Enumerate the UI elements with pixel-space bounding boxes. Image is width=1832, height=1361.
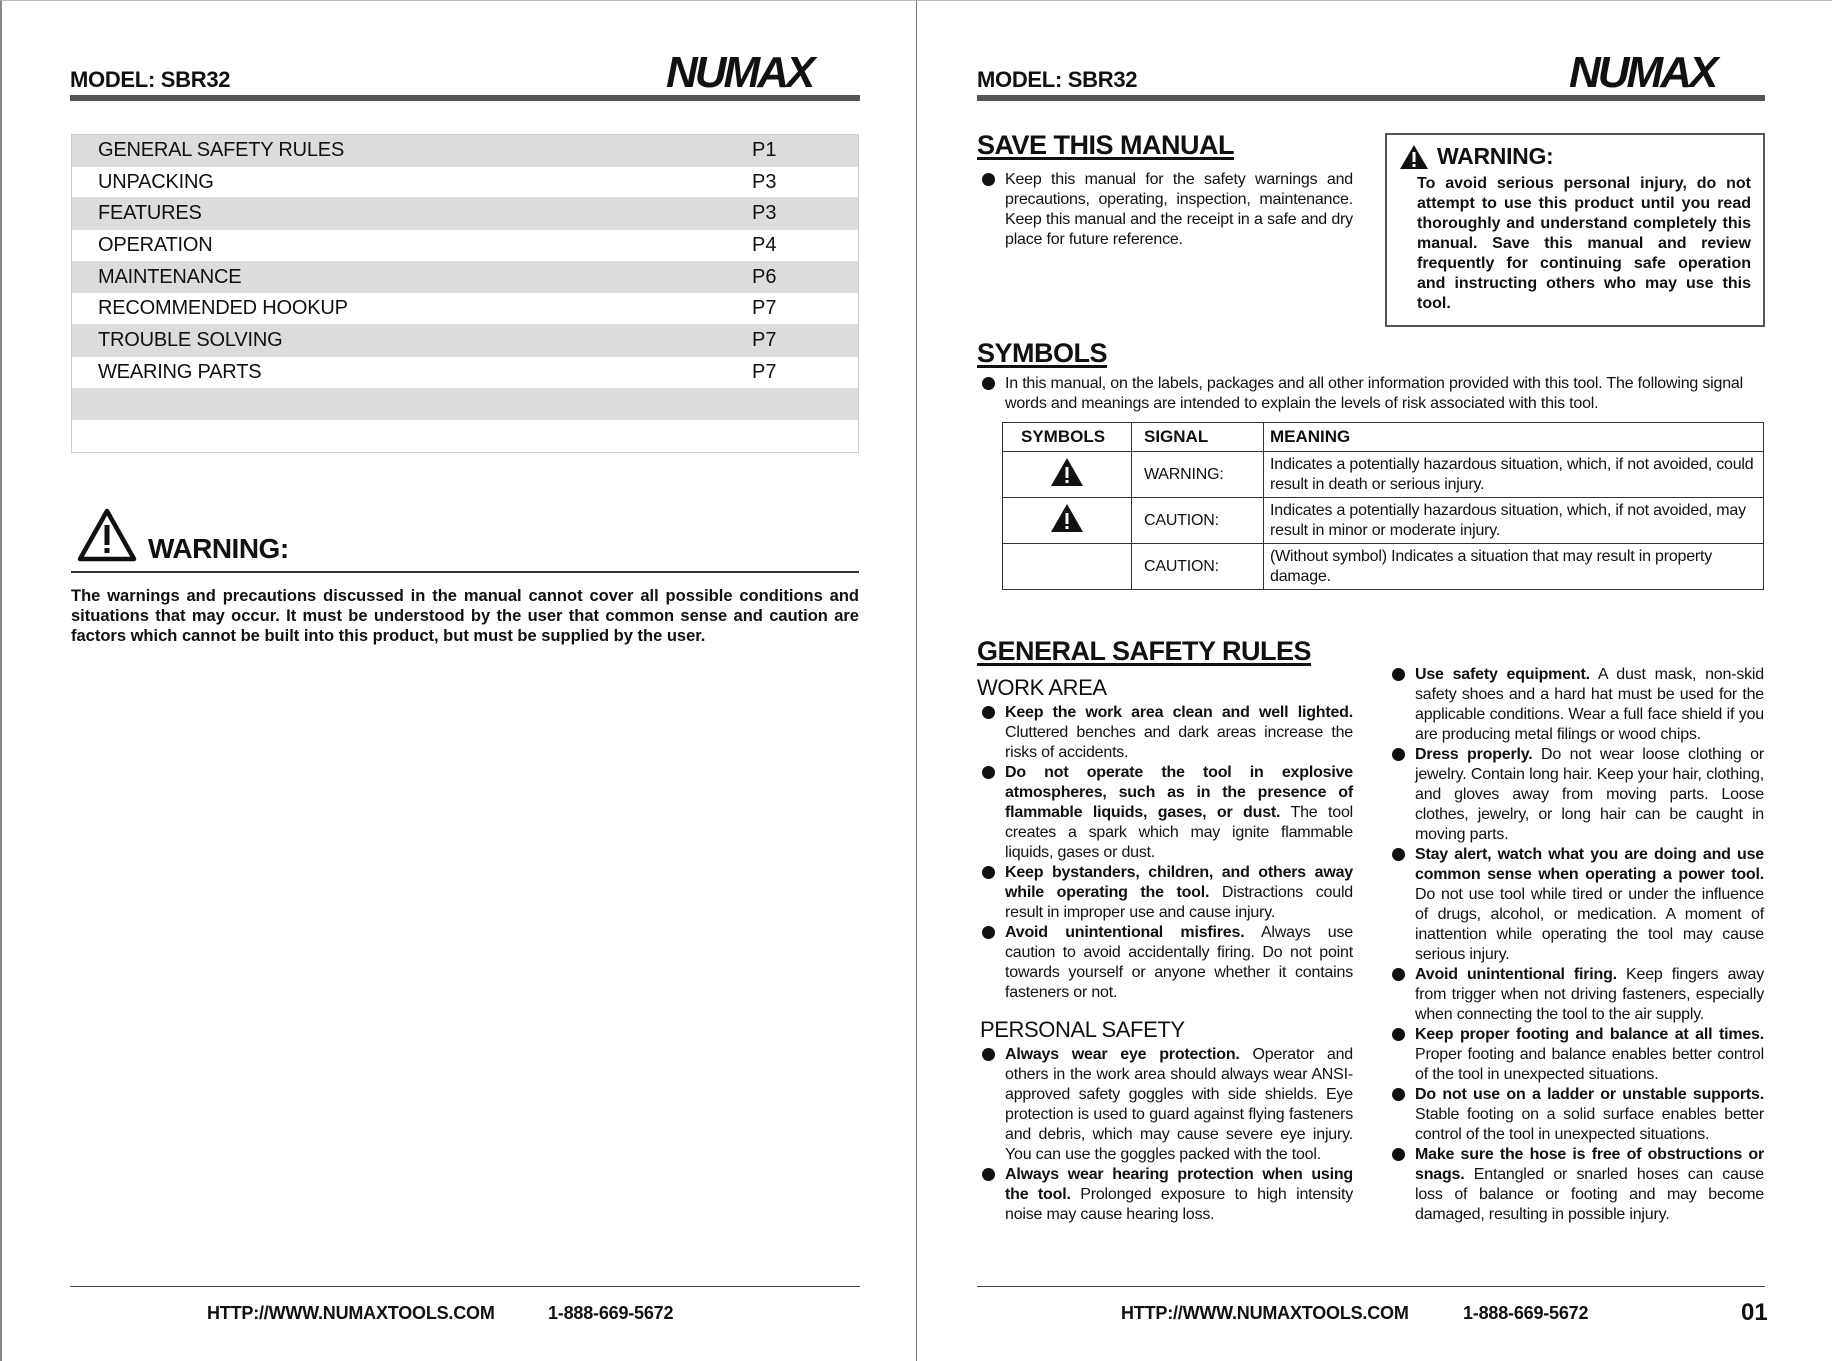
warning-box: [1385, 133, 1765, 327]
list-item: [980, 923, 1353, 1003]
rule-text: Proper footing and balance enables better control of the tool in unexpected situations.: [1415, 1046, 1764, 1083]
rule-text: Entangled or snarled hoses can cause loss of balance or footing and may become damaged, resulting in possible injury.: [1415, 1166, 1764, 1223]
bullet-icon: [982, 926, 995, 939]
toc-page-number: P6: [752, 265, 777, 288]
bullet-icon: [982, 706, 995, 719]
meaning-cell: (Without symbol) Indicates a situation that may result in property damage.: [1264, 544, 1764, 590]
toc-page-number: P3: [752, 202, 777, 225]
bullet-icon: [1392, 968, 1405, 981]
rule-title: Stay alert, watch what you are doing and use common sense when operating a power tool.: [1415, 846, 1764, 883]
rule-text: Do not use tool while tired or under the influence of drugs, alcohol, or medication. A moment of inattention while operating the tool may cause serious injury.: [1415, 886, 1764, 963]
numax-logo: [1569, 47, 1761, 93]
footer-url[interactable]: HTTP://WWW.NUMAXTOOLS.COM: [207, 1303, 495, 1323]
list-item: [980, 1165, 1353, 1225]
toc-page-number: P7: [752, 297, 777, 320]
work-area-subheading: WORK AREA: [977, 675, 1107, 700]
warning-triangle-icon: [1050, 503, 1084, 533]
bullet-text: Keep this manual for the safety warnings and precautions, operating, inspection, maintenance. Keep this manual and the receipt in a safe and dry place for future reference.: [1005, 171, 1353, 248]
toc-page-number: P7: [752, 328, 777, 351]
footer-rule: [977, 1286, 1765, 1287]
bullet-icon: [1392, 668, 1405, 681]
rule-title: Always wear eye protection.: [1005, 1046, 1240, 1063]
rule-title: Avoid unintentional misfires.: [1005, 924, 1245, 941]
bullet-icon: [1392, 1088, 1405, 1101]
symbol-cell: [1003, 498, 1132, 544]
bullet-text: In this manual, on the labels, packages and all other information provided with this tool. The following signal words and meanings are intended to explain the levels of risk associated with this tool.: [1005, 375, 1743, 412]
list-item: [1390, 1085, 1764, 1145]
bullet-icon: [982, 173, 995, 186]
bullet-icon: [1392, 1148, 1405, 1161]
toc-row[interactable]: [72, 135, 858, 167]
toc-row: [72, 389, 858, 421]
rule-text: Prolonged exposure to high intensity noise may cause hearing loss.: [1005, 1186, 1353, 1223]
save-manual-list: [980, 170, 1353, 250]
toc-title: FEATURES: [98, 202, 202, 225]
page-number: 01: [1741, 1299, 1768, 1326]
bullet-icon: [982, 866, 995, 879]
personal-safety-subheading: PERSONAL SAFETY: [980, 1017, 1185, 1042]
footer-url[interactable]: HTTP://WWW.NUMAXTOOLS.COM: [1121, 1303, 1409, 1323]
toc-row[interactable]: [72, 262, 858, 294]
column-header: MEANING: [1264, 423, 1764, 452]
toc-row[interactable]: [72, 230, 858, 262]
list-item: [980, 1045, 1353, 1165]
rule-title: Dress properly.: [1415, 746, 1533, 763]
toc-title: MAINTENANCE: [98, 265, 242, 288]
list-item: [1390, 845, 1764, 965]
footer-phone: 1-888-669-5672: [548, 1303, 674, 1323]
toc-title: OPERATION: [98, 233, 213, 256]
symbol-cell: [1003, 452, 1132, 498]
rule-title: Do not use on a ladder or unstable supports.: [1415, 1086, 1764, 1103]
toc-page-number: P4: [752, 233, 777, 256]
safety-rules-right-column: [1390, 665, 1764, 1225]
rule-title: Keep proper footing and balance at all times.: [1415, 1026, 1764, 1043]
rule-text: Distractions could result in improper use and cause injury.: [1005, 884, 1353, 921]
list-item: [1390, 1025, 1764, 1085]
svg-text:NUMAX: NUMAX: [666, 48, 813, 93]
list-item: [980, 170, 1353, 250]
rule-text: Keep fingers away from trigger when not driving fasteners, especially when connecting the tool to the air supply.: [1415, 966, 1764, 1023]
rule-title: Use safety equipment.: [1415, 666, 1590, 683]
toc-page-number: P1: [752, 138, 777, 161]
bullet-icon: [1392, 748, 1405, 761]
column-header: SYMBOLS: [1003, 423, 1132, 452]
table-row: [1003, 498, 1764, 544]
toc-title: GENERAL SAFETY RULES: [98, 138, 345, 161]
footer-phone: 1-888-669-5672: [1463, 1303, 1589, 1323]
warning-title: WARNING:: [148, 533, 289, 564]
warning-box-title: WARNING:: [1437, 143, 1554, 169]
table-row: [1003, 544, 1764, 590]
warning-rule: [71, 571, 859, 573]
toc-title: WEARING PARTS: [98, 360, 262, 383]
signal-cell: CAUTION:: [1132, 544, 1264, 590]
personal-safety-list: [980, 1045, 1353, 1225]
toc-title: UNPACKING: [98, 170, 214, 193]
toc-row: [72, 420, 858, 452]
rule-text: A dust mask, non-skid safety shoes and a hard hat must be used for the applicable conditions. Wear a full face shield if you are producing metal filings or wood chips.: [1415, 666, 1764, 743]
rule-text: Always use caution to avoid accidentally firing. Do not point towards yourself or anyone whether it contains fasteners or not.: [1005, 924, 1353, 1001]
list-item: [980, 374, 1764, 414]
symbol-cell: [1003, 544, 1132, 590]
toc-row[interactable]: [72, 357, 858, 389]
toc-row[interactable]: [72, 293, 858, 325]
list-item: [1390, 745, 1764, 845]
warning-text: The warnings and precautions discussed in the manual cannot cover all possible conditions and situations that may occur. It must be understood by the user that common sense and caution are factors which cannot be built into this product, but must be supplied by the user.: [71, 587, 859, 645]
toc-row[interactable]: [72, 325, 858, 357]
rule-title: Avoid unintentional firing.: [1415, 966, 1617, 983]
toc-row[interactable]: [72, 198, 858, 230]
toc-row[interactable]: [72, 167, 858, 199]
bullet-icon: [982, 1048, 995, 1061]
toc-title: TROUBLE SOLVING: [98, 328, 283, 351]
bullet-icon: [1392, 1028, 1405, 1041]
list-item: [980, 863, 1353, 923]
rule-text: Cluttered benches and dark areas increase the risks of accidents.: [1005, 724, 1353, 761]
table-of-contents: [71, 134, 859, 453]
warning-triangle-icon: [1050, 457, 1084, 487]
list-item: [1390, 965, 1764, 1025]
table-header-row: [1003, 423, 1764, 452]
rule-title: Keep bystanders, children, and others away while operating the tool.: [1005, 864, 1353, 901]
symbols-table: [1002, 422, 1764, 590]
meaning-cell: Indicates a potentially hazardous situation, which, if not avoided, may result in minor or moderate injury.: [1264, 498, 1764, 544]
bullet-icon: [982, 377, 995, 390]
warning-triangle-icon: [76, 507, 138, 563]
list-item: [980, 703, 1353, 763]
bullet-icon: [1392, 848, 1405, 861]
signal-cell: CAUTION:: [1132, 498, 1264, 544]
rule-text: Do not wear loose clothing or jewelry. Contain long hair. Keep your hair, clothing, and gloves away from moving parts. Loose clothes, jewelry, or long hair can be caught in moving parts.: [1415, 746, 1764, 843]
signal-cell: WARNING:: [1132, 452, 1264, 498]
symbols-intro-list: [980, 374, 1764, 414]
warning-box-text: To avoid serious personal injury, do not attempt to use this product until you read thoroughly and understand completely this manual. Save this manual and review frequently for continuing safe operation and instructing others who may use this tool.: [1417, 175, 1751, 312]
toc-title: RECOMMENDED HOOKUP: [98, 297, 348, 320]
rule-text: The tool creates a spark which may ignite flammable liquids, gases or dust.: [1005, 804, 1354, 861]
header-rule: [70, 95, 860, 101]
meaning-cell: Indicates a potentially hazardous situation, which, if not avoided, could result in death or serious injury.: [1264, 452, 1764, 498]
general-safety-heading: GENERAL SAFETY RULES: [977, 636, 1312, 666]
rule-title: Do not operate the tool in explosive atmospheres, such as in the presence of flammable liquids, gases, or dust.: [1005, 764, 1353, 821]
numax-logo: [666, 47, 858, 93]
list-item: [1390, 665, 1764, 745]
table-row: [1003, 452, 1764, 498]
list-item: [980, 763, 1353, 863]
model-label: MODEL: SBR32: [70, 67, 231, 92]
model-label: MODEL: SBR32: [977, 67, 1138, 92]
svg-text:NUMAX: NUMAX: [1569, 48, 1716, 93]
toc-page-number: P7: [752, 360, 777, 383]
rule-text: Stable footing on a solid surface enables better control of the tool in unexpected situations.: [1415, 1106, 1764, 1143]
list-item: [1390, 1145, 1764, 1225]
save-manual-heading: SAVE THIS MANUAL: [977, 130, 1235, 160]
work-area-list: [980, 703, 1353, 1003]
symbols-heading: SYMBOLS: [977, 338, 1108, 368]
column-header: SIGNAL: [1132, 423, 1264, 452]
header-rule: [977, 95, 1765, 101]
bullet-icon: [982, 1168, 995, 1181]
rule-title: Always wear hearing protection when using the tool.: [1005, 1166, 1353, 1203]
rule-text: Operator and others in the work area should always wear ANSI-approved safety goggles with side shields. Eye protection is used to guard against flying fasteners and debris, which may cause severe eye injury. You can use the goggles packed with the tool.: [1005, 1046, 1353, 1163]
toc-page-number: P3: [752, 170, 777, 193]
rule-title: Make sure the hose is free of obstructions or snags.: [1415, 1146, 1764, 1183]
footer-rule: [70, 1286, 860, 1287]
rule-title: Keep the work area clean and well lighted.: [1005, 704, 1353, 721]
warning-triangle-icon: [1399, 144, 1429, 170]
bullet-icon: [982, 766, 995, 779]
